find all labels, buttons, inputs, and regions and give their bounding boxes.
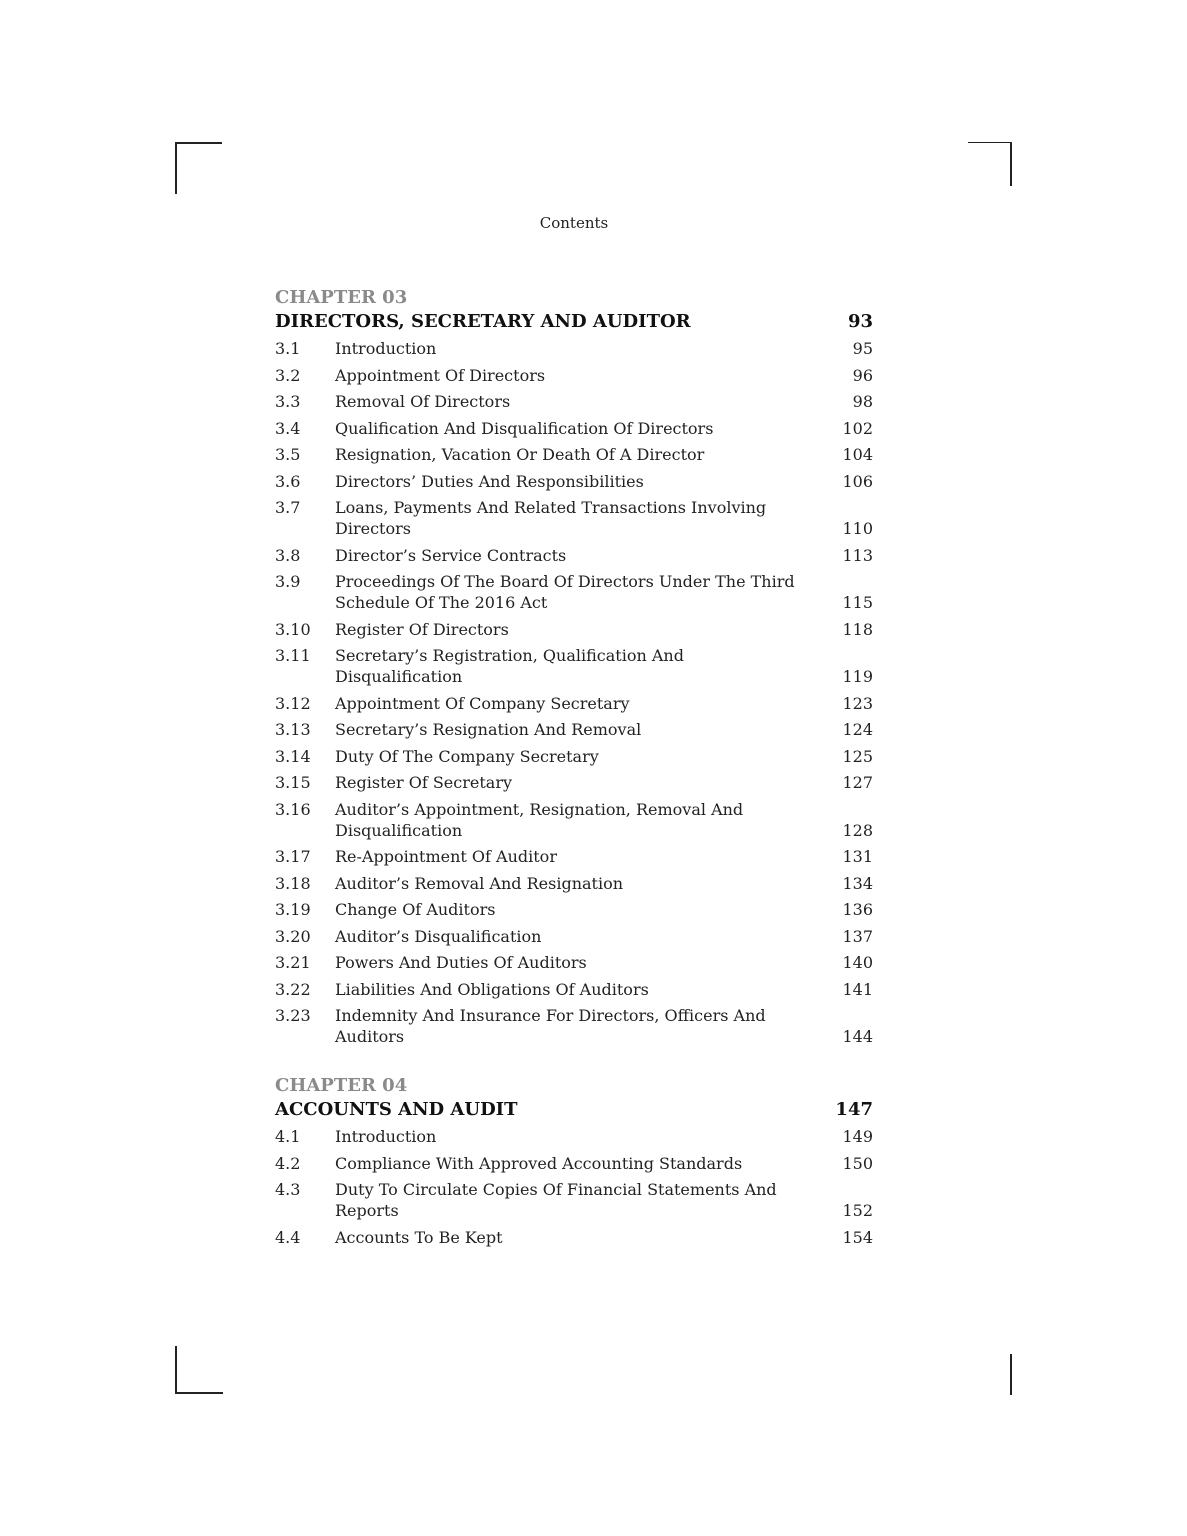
- toc-entry[interactable]: [275, 471, 873, 492]
- chapter-title: ACCOUNTS AND AUDIT: [275, 1099, 518, 1120]
- entry-number: 3.14: [275, 746, 311, 766]
- entry-page: 144: [842, 1027, 873, 1046]
- entry-page: 118: [842, 619, 873, 639]
- toc-entry[interactable]: [275, 799, 873, 841]
- entry-title: Register Of Directors: [335, 619, 509, 639]
- toc-entry[interactable]: [275, 1179, 873, 1221]
- entry-title: Auditor’s Appointment, Resignation, Removal And Disqualification: [335, 799, 744, 840]
- entry-number: 3.15: [275, 773, 311, 792]
- toc-entry[interactable]: [275, 545, 873, 566]
- chapter-page: 93: [847, 311, 873, 332]
- entry-title: Director’s Service Contracts: [335, 545, 567, 565]
- entry-number: 3.12: [275, 693, 311, 713]
- entry-page: 141: [842, 979, 873, 999]
- chapter-label: CHAPTER 03: [275, 287, 408, 308]
- entry-number: 3.21: [275, 953, 311, 972]
- toc-entry[interactable]: [275, 926, 873, 947]
- chapter-heading[interactable]: [275, 310, 873, 334]
- entry-title: Compliance With Approved Accounting Standards: [335, 1153, 743, 1173]
- toc-entry[interactable]: [275, 619, 873, 640]
- entry-page: 150: [842, 1153, 873, 1173]
- crop-mark-bottom-right-v: [1010, 1354, 1012, 1395]
- entry-page: 152: [842, 1201, 873, 1220]
- entry-title: Directors’ Duties And Responsibilities: [335, 471, 644, 491]
- toc-entry[interactable]: [275, 444, 873, 465]
- entry-page: 98: [852, 392, 873, 411]
- toc-entry[interactable]: [275, 365, 873, 386]
- toc-entry[interactable]: [275, 873, 873, 894]
- entry-number: 3.3: [275, 392, 301, 411]
- toc-entry[interactable]: [275, 846, 873, 867]
- entry-title: Proceedings Of The Board Of Directors Under The Third Schedule Of The 2016 Act: [335, 572, 795, 612]
- entry-number: 3.6: [275, 471, 301, 491]
- toc-entry[interactable]: [275, 338, 873, 359]
- chapter-page: 147: [835, 1099, 873, 1120]
- entry-page: 113: [842, 545, 873, 565]
- entry-page: 125: [842, 746, 873, 766]
- entry-page: 123: [842, 693, 873, 713]
- entry-number: 4.3: [275, 1180, 301, 1199]
- entry-number: 3.4: [275, 418, 301, 438]
- toc-entry[interactable]: [275, 719, 873, 740]
- entry-number: 4.4: [275, 1227, 301, 1247]
- toc-entry[interactable]: [275, 418, 873, 439]
- crop-mark-bottom-left-v: [175, 1346, 177, 1394]
- entry-title: Indemnity And Insurance For Directors, Officers And Auditors: [335, 1006, 766, 1046]
- entry-title: Duty To Circulate Copies Of Financial Statements And Reports: [335, 1180, 777, 1220]
- entry-title: Secretary’s Resignation And Removal: [335, 720, 642, 739]
- entry-title: Introduction: [335, 1127, 437, 1146]
- toc-entry[interactable]: [275, 899, 873, 920]
- entry-number: 4.2: [275, 1153, 301, 1173]
- entry-page: 131: [842, 847, 873, 866]
- entry-title: Qualification And Disqualification Of Directors: [335, 418, 714, 438]
- entry-title: Resignation, Vacation Or Death Of A Director: [335, 445, 705, 464]
- crop-mark-bottom-left-h: [175, 1392, 223, 1394]
- entry-title: Liabilities And Obligations Of Auditors: [335, 979, 649, 999]
- toc-entry[interactable]: [275, 1126, 873, 1147]
- chapter-title: DIRECTORS, SECRETARY AND AUDITOR: [275, 311, 691, 332]
- toc-entry[interactable]: [275, 952, 873, 973]
- entry-page: 96: [852, 365, 873, 385]
- entry-title: Introduction: [335, 339, 437, 358]
- entry-page: 102: [842, 418, 873, 438]
- entry-number: 3.2: [275, 365, 301, 385]
- entry-number: 3.23: [275, 1006, 311, 1025]
- entry-page: 119: [842, 667, 873, 686]
- entry-number: 3.11: [275, 646, 311, 665]
- entry-page: 95: [852, 339, 873, 358]
- entry-page: 127: [842, 773, 873, 792]
- entry-title: Accounts To Be Kept: [335, 1227, 503, 1247]
- toc-entry[interactable]: [275, 391, 873, 412]
- entry-title: Change Of Auditors: [335, 900, 496, 919]
- entry-number: 3.18: [275, 873, 311, 893]
- entry-title: Auditor’s Removal And Resignation: [335, 873, 624, 893]
- entry-number: 4.1: [275, 1127, 301, 1146]
- entry-page: 149: [842, 1127, 873, 1146]
- entry-page: 140: [842, 953, 873, 972]
- entry-title: Appointment Of Directors: [335, 365, 546, 385]
- entry-number: 3.9: [275, 572, 301, 591]
- entry-page: 104: [842, 445, 873, 464]
- entry-page: 136: [842, 900, 873, 919]
- toc-entry[interactable]: [275, 645, 873, 687]
- entry-title: Removal Of Directors: [335, 392, 511, 411]
- entry-title: Appointment Of Company Secretary: [335, 693, 630, 713]
- entry-list: [275, 1126, 873, 1248]
- toc-entry[interactable]: [275, 772, 873, 793]
- toc-entry[interactable]: [275, 746, 873, 767]
- entry-number: 3.10: [275, 619, 311, 639]
- toc-entry[interactable]: [275, 497, 873, 539]
- entry-page: 124: [842, 720, 873, 739]
- chapter-block: [275, 1074, 873, 1248]
- table-of-contents: [275, 286, 873, 1253]
- entry-list: [275, 338, 873, 1047]
- entry-title: Re-Appointment Of Auditor: [335, 847, 557, 866]
- entry-number: 3.7: [275, 498, 301, 517]
- toc-entry[interactable]: [275, 571, 873, 613]
- entry-page: 128: [842, 820, 873, 840]
- chapter-block: [275, 286, 873, 1047]
- entry-number: 3.20: [275, 926, 311, 946]
- entry-title: Secretary’s Registration, Qualification And Disqualification: [335, 646, 684, 686]
- toc-entry[interactable]: [275, 1005, 873, 1047]
- entry-number: 3.16: [275, 799, 311, 819]
- entry-page: 106: [842, 471, 873, 491]
- toc-entry[interactable]: [275, 979, 873, 1000]
- toc-entry[interactable]: [275, 693, 873, 714]
- entry-number: 3.1: [275, 339, 301, 358]
- crop-mark-top-right-h: [968, 142, 1011, 143]
- entry-page: 137: [842, 926, 873, 946]
- entry-title: Register Of Secretary: [335, 773, 513, 792]
- entry-number: 3.13: [275, 720, 311, 739]
- entry-number: 3.5: [275, 445, 301, 464]
- chapter-heading[interactable]: [275, 1098, 873, 1122]
- chapter-label: CHAPTER 04: [275, 1075, 408, 1096]
- entry-title: Auditor’s Disqualification: [335, 926, 542, 946]
- toc-entry[interactable]: [275, 1227, 873, 1248]
- running-head: Contents: [539, 214, 609, 232]
- entry-title: Duty Of The Company Secretary: [335, 746, 599, 766]
- entry-title: Powers And Duties Of Auditors: [335, 953, 587, 972]
- entry-title: Loans, Payments And Related Transactions Involving Directors: [335, 498, 767, 538]
- entry-page: 110: [842, 519, 873, 538]
- crop-mark-top-left-v: [175, 142, 177, 194]
- entry-number: 3.8: [275, 545, 301, 565]
- entry-number: 3.19: [275, 900, 311, 919]
- crop-mark-top-left-h: [175, 142, 222, 144]
- crop-mark-top-right-v: [1010, 142, 1012, 186]
- toc-entry[interactable]: [275, 1153, 873, 1174]
- entry-page: 115: [842, 593, 873, 612]
- entry-page: 134: [842, 873, 873, 893]
- entry-number: 3.17: [275, 847, 311, 866]
- entry-number: 3.22: [275, 979, 311, 999]
- entry-page: 154: [842, 1227, 873, 1247]
